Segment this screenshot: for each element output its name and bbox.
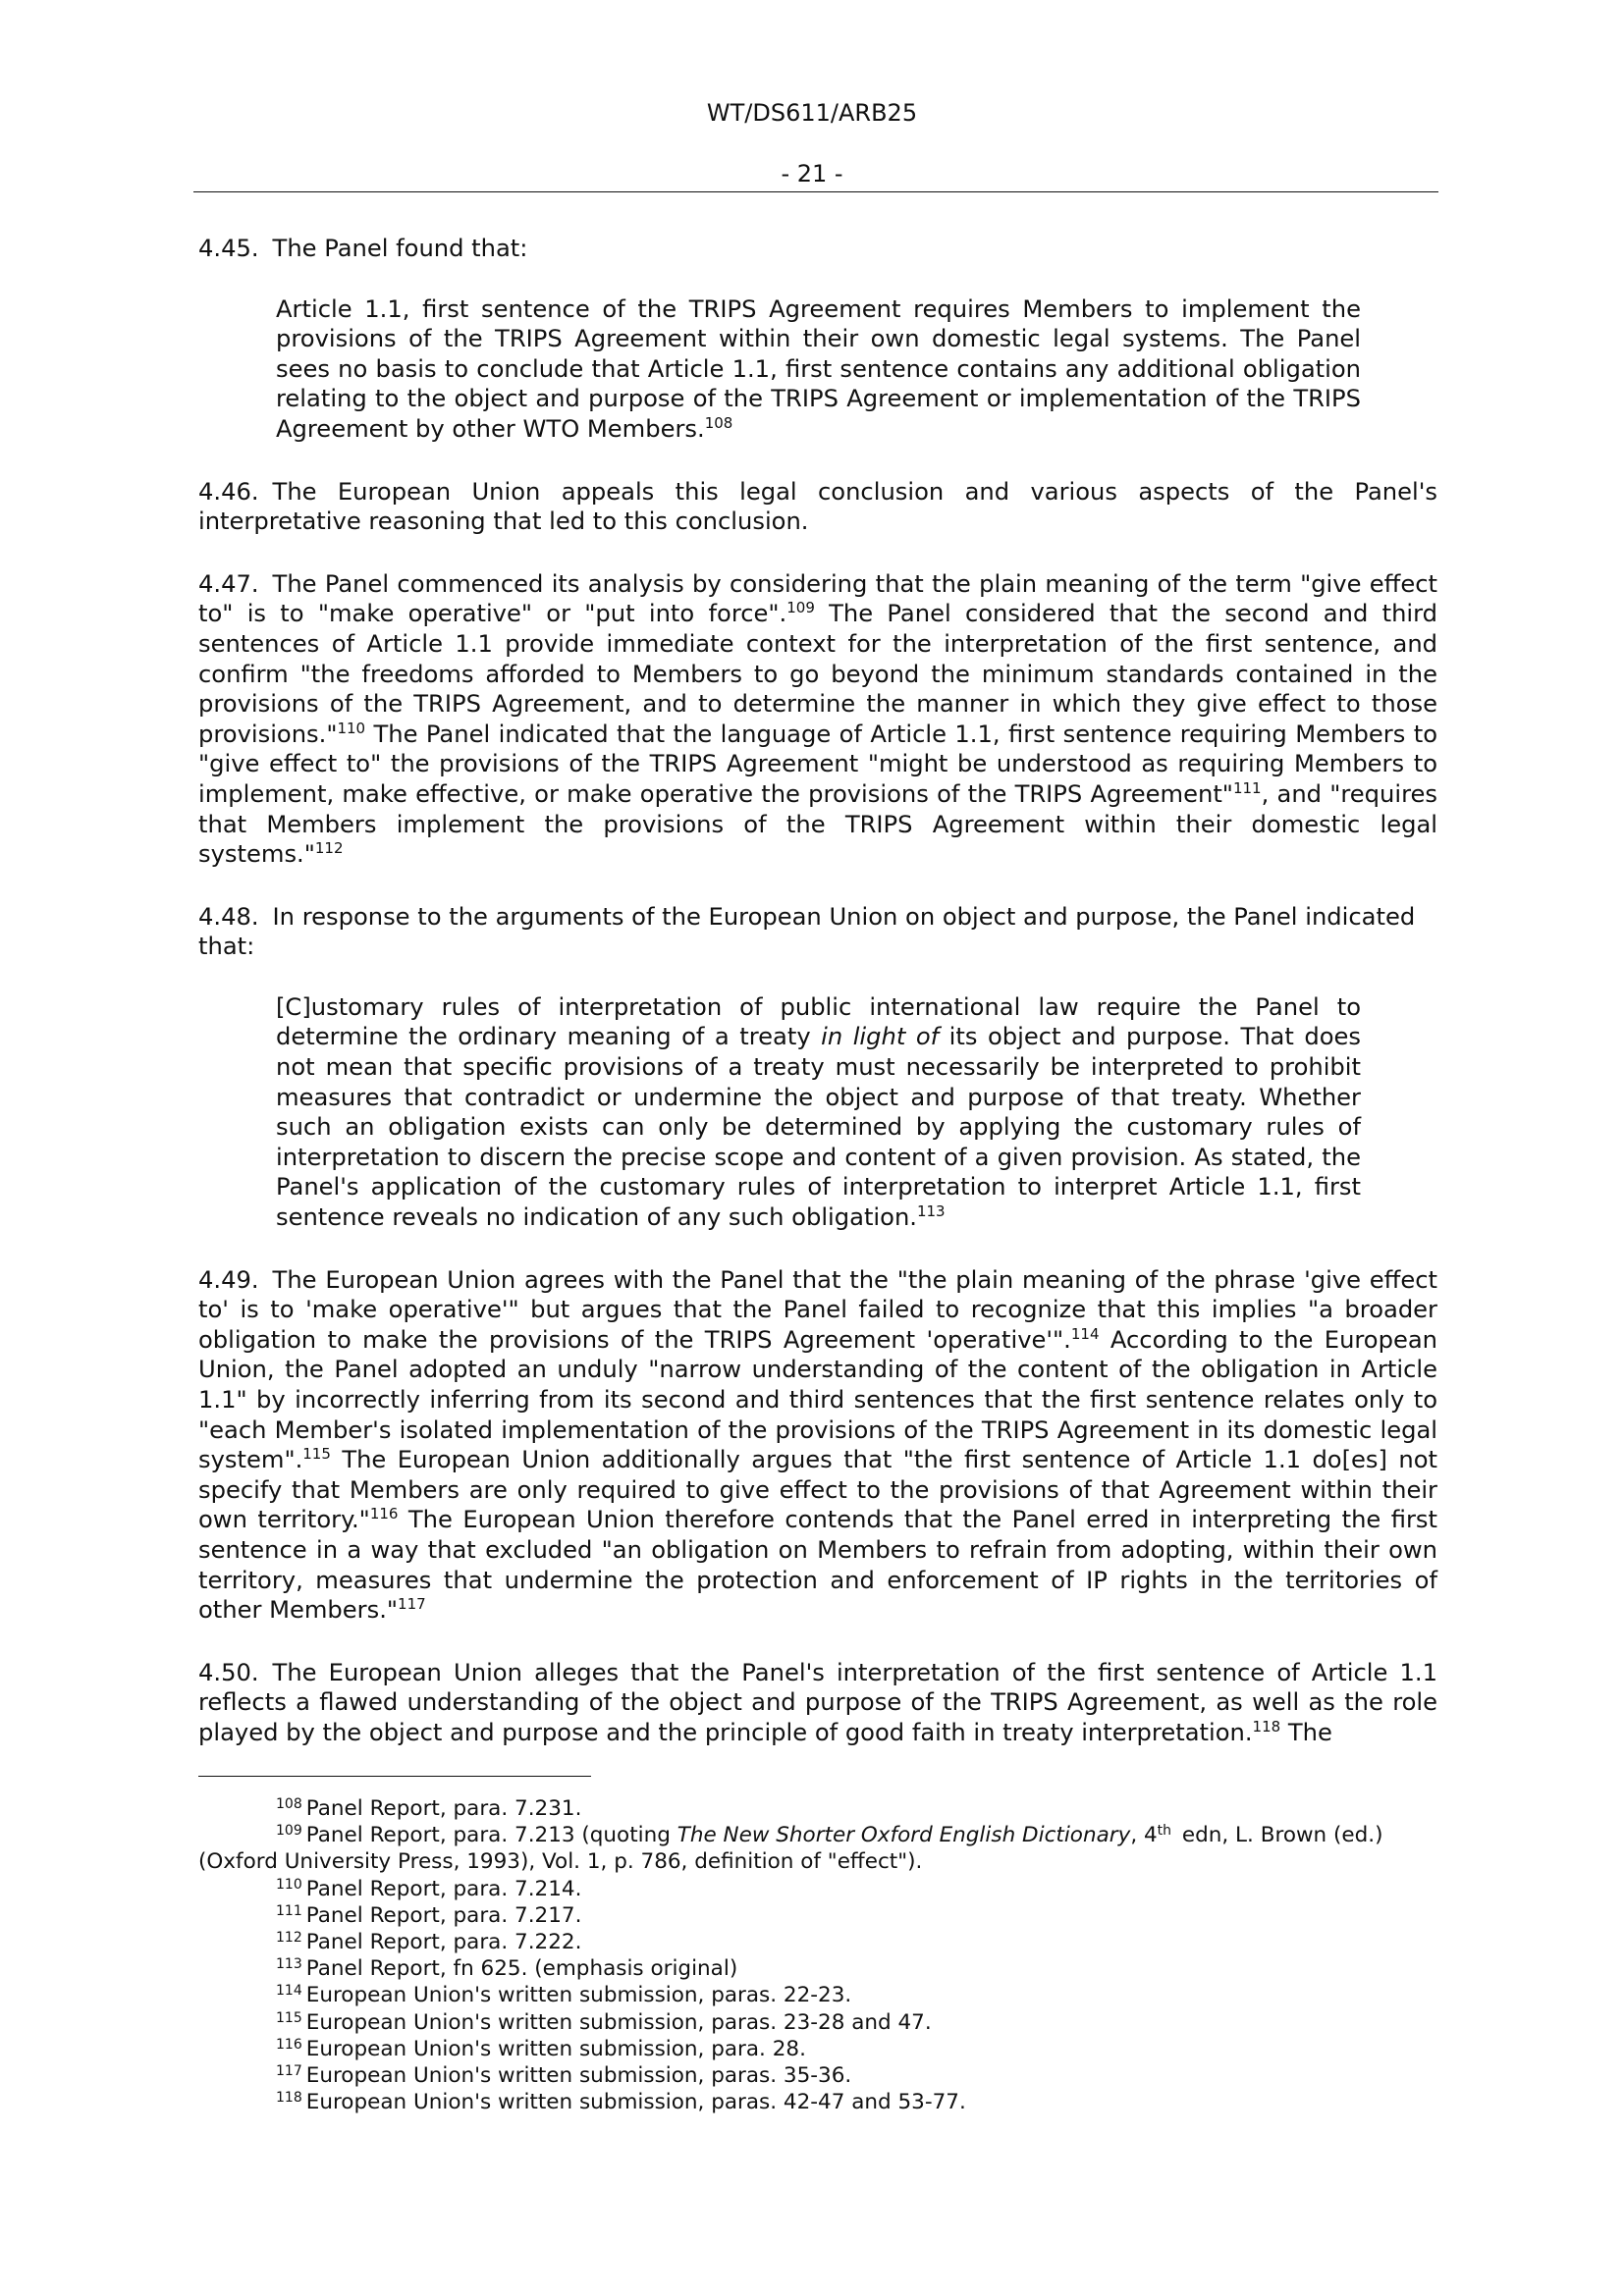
paragraph-text: The Panel found that: [272, 235, 528, 262]
footnotes [198, 1795, 1437, 2115]
block-quote-panel-finding [276, 294, 1361, 445]
footnote-112 [198, 1929, 1437, 1955]
quote-text: [C]ustomary rules of interpretation of public international law require the Panel to determine the ordinary meaning of a treaty [276, 992, 1361, 1051]
footnote-ref-113[interactable]: 113 [916, 1202, 946, 1221]
paragraph-number: 4.47. [198, 569, 259, 598]
footnote-ref-112[interactable]: 112 [314, 839, 344, 858]
paragraph-text: The European Union alleges that the Panel's interpretation of the first sentence of Article 1.1 reflects a flawed understanding of the object and purpose of the TRIPS Agreement, as well as the role played by the object and purpose and the principle of good faith in treaty interpretation. [198, 1658, 1437, 1746]
footnote-ref-117[interactable]: 117 [398, 1595, 426, 1614]
footnote-ref-108[interactable]: 108 [704, 413, 733, 432]
document-body [198, 234, 1437, 1781]
footnote-number: 114 [276, 1983, 302, 2000]
quote-text: Article 1.1, first sentence of the TRIPS Agreement requires Members to implement the provisions of the TRIPS Agreement within their own domestic legal systems. The Panel sees no basis to conclude that Article 1.1, first sentence contains any additional obligation relating to the object and purpose of the TRIPS Agreement or implementation of the TRIPS Agreement by other WTO Members. [276, 294, 1361, 443]
header-rule [193, 191, 1438, 192]
ordinal-suffix: th [1157, 1823, 1172, 1840]
footnote-114 [198, 1982, 1437, 2008]
quote-text: its object and purpose. That does not mean that specific provisions of a treaty must necessarily be interpreted to prohibit measures that contradict or undermine the object and purpose of that treaty. Whether such an obligation exists can only be determined by applying the customary rules of interpretation to discern the precise scope and content of a given provision. As stated, the Panel's application of the customary rules of interpretation to interpret Article 1.1, first sentence reveals no indication of any such obligation. [276, 1023, 1361, 1232]
paragraph-number: 4.46. [198, 477, 259, 506]
paragraph-4-46 [198, 477, 1437, 537]
paragraph-number: 4.48. [198, 902, 259, 931]
paragraph-number: 4.50. [198, 1658, 259, 1686]
footnote-ref-116[interactable]: 116 [369, 1505, 399, 1523]
paragraph-text: The European Union additionally argues that "the first sentence of Article 1.1 do[es] not specify that Members are only required to give effect to the provisions of that Agreement within their own territory." [198, 1446, 1437, 1534]
footnote-number: 109 [276, 1823, 302, 1840]
footnote-116 [198, 2036, 1437, 2062]
footnote-text: European Union's written submission, paras. 35-36. [305, 2063, 852, 2089]
paragraph-text: In response to the arguments of the European Union on object and purpose, the Panel indicated that: [198, 902, 1416, 961]
quote-emphasis: in light of [821, 1023, 940, 1051]
footnote-110 [198, 1876, 1437, 1902]
paragraph-text: The Panel commenced its analysis by considering that the plain meaning of the term "give effect to" is to "make operative" or "put into force". [198, 569, 1437, 628]
footnote-113 [198, 1955, 1437, 1982]
footnote-number: 118 [276, 2090, 302, 2107]
footnote-ref-118[interactable]: 118 [1252, 1717, 1281, 1735]
footnote-108 [198, 1795, 1437, 1822]
paragraph-4-50 [198, 1658, 1437, 1748]
paragraph-text: The European Union therefore contends that the Panel erred in interpreting the first sentence in a way that excluded "an obligation on Members to refrain from adopting, within their own territory, measures that undermine the protection and enforcement of IP rights in the territories of other Members." [198, 1506, 1437, 1625]
footnote-118 [198, 2089, 1437, 2115]
footnote-ref-115[interactable]: 115 [302, 1445, 331, 1464]
block-quote-customary-rules [276, 992, 1361, 1233]
footnote-text: European Union's written submission, para. 28. [305, 2036, 806, 2061]
footnote-text: European Union's written submission, paras. 23-28 and 47. [305, 2009, 932, 2035]
footnote-text: Panel Report, para. 7.213 (quoting [305, 1823, 677, 1848]
footnote-number: 115 [276, 2009, 302, 2026]
footnote-109 [198, 1822, 1437, 1875]
paragraph-text: The Panel considered that the second and third sentences of Article 1.1 provide immediate context for the interpretation of the first sentence, and confirm "the freedoms afforded to Members to go beyond the minimum standards contained in the provisions of the TRIPS Agreement, and to determine the manner in which they give effect to those provisions." [198, 600, 1437, 748]
paragraph-text: According to the European Union, the Panel adopted an unduly "narrow understanding of the content of the obligation in Article 1.1" by incorrectly inferring from its second and third sentences that the first sentence relates only to "each Member's isolated implementation of the provisions of the TRIPS Agreement in its domestic legal system". [198, 1325, 1437, 1474]
paragraph-text: The European Union agrees with the Panel that the "the plain meaning of the phrase 'give effect to' is to 'make operative'" but argues that the Panel failed to recognize that this implies "a broader obligation to make the provisions of the TRIPS Agreement 'operative'". [198, 1265, 1437, 1354]
page-number: - 21 - [781, 160, 843, 187]
footnote-emphasis: The New Shorter Oxford English Dictionary [677, 1823, 1131, 1848]
paragraph-4-48 [198, 902, 1437, 962]
paragraph-text: The European Union appeals this legal conclusion and various aspects of the Panel's interpretative reasoning that led to this conclusion. [198, 477, 1437, 536]
paragraph-text: , and "requires that Members implement the provisions of the TRIPS Agreement within their domestic legal systems." [198, 779, 1437, 869]
paragraph-text: The [1280, 1718, 1332, 1746]
paragraph-4-49 [198, 1265, 1437, 1626]
footnote-text: Panel Report, para. 7.217. [305, 1902, 582, 1928]
paragraph-number: 4.49. [198, 1265, 259, 1294]
footnote-text: Panel Report, para. 7.214. [305, 1876, 582, 1901]
footnote-ref-110[interactable]: 110 [337, 719, 366, 737]
footnote-number: 112 [276, 1930, 302, 1947]
paragraph-4-45 [198, 234, 1437, 264]
footnote-number: 110 [276, 1876, 302, 1893]
footnote-number: 117 [276, 2063, 302, 2080]
footnote-text: edn, L. Brown (ed.) (Oxford University Press, 1993), Vol. 1, p. 786, definition of "effect"). [198, 1823, 1383, 1875]
footnote-number: 113 [276, 1956, 302, 1973]
footnote-number: 108 [276, 1796, 302, 1812]
footnote-number: 111 [276, 1902, 302, 1919]
footnote-text: , 4 [1130, 1823, 1158, 1848]
footnote-115 [198, 2009, 1437, 2036]
footnote-ref-111[interactable]: 111 [1232, 778, 1262, 797]
footnote-117 [198, 2062, 1437, 2089]
footnote-text: European Union's written submission, paras. 42-47 and 53-77. [305, 2090, 966, 2115]
paragraph-4-47 [198, 569, 1437, 870]
document-symbol: WT/DS611/ARB25 [706, 99, 918, 127]
footnote-ref-109[interactable]: 109 [786, 599, 815, 617]
footnote-number: 116 [276, 2036, 302, 2053]
footnote-ref-114[interactable]: 114 [1070, 1324, 1100, 1343]
paragraph-number: 4.45. [198, 235, 259, 262]
footnote-text: European Union's written submission, paras. 22-23. [305, 1983, 852, 2008]
footnote-separator [198, 1776, 591, 1777]
footnote-111 [198, 1902, 1437, 1929]
footnote-text: Panel Report, fn 625. (emphasis original) [305, 1956, 738, 1982]
footnote-text: Panel Report, para. 7.231. [305, 1796, 582, 1821]
footnote-text: Panel Report, para. 7.222. [305, 1930, 582, 1955]
paragraph-text: The Panel indicated that the language of Article 1.1, first sentence requiring Members to "give effect to" the provisions of the TRIPS Agreement "might be understood as requiring Members to implement, make effective, or make operative the provisions of the TRIPS Agreement" [198, 720, 1437, 808]
